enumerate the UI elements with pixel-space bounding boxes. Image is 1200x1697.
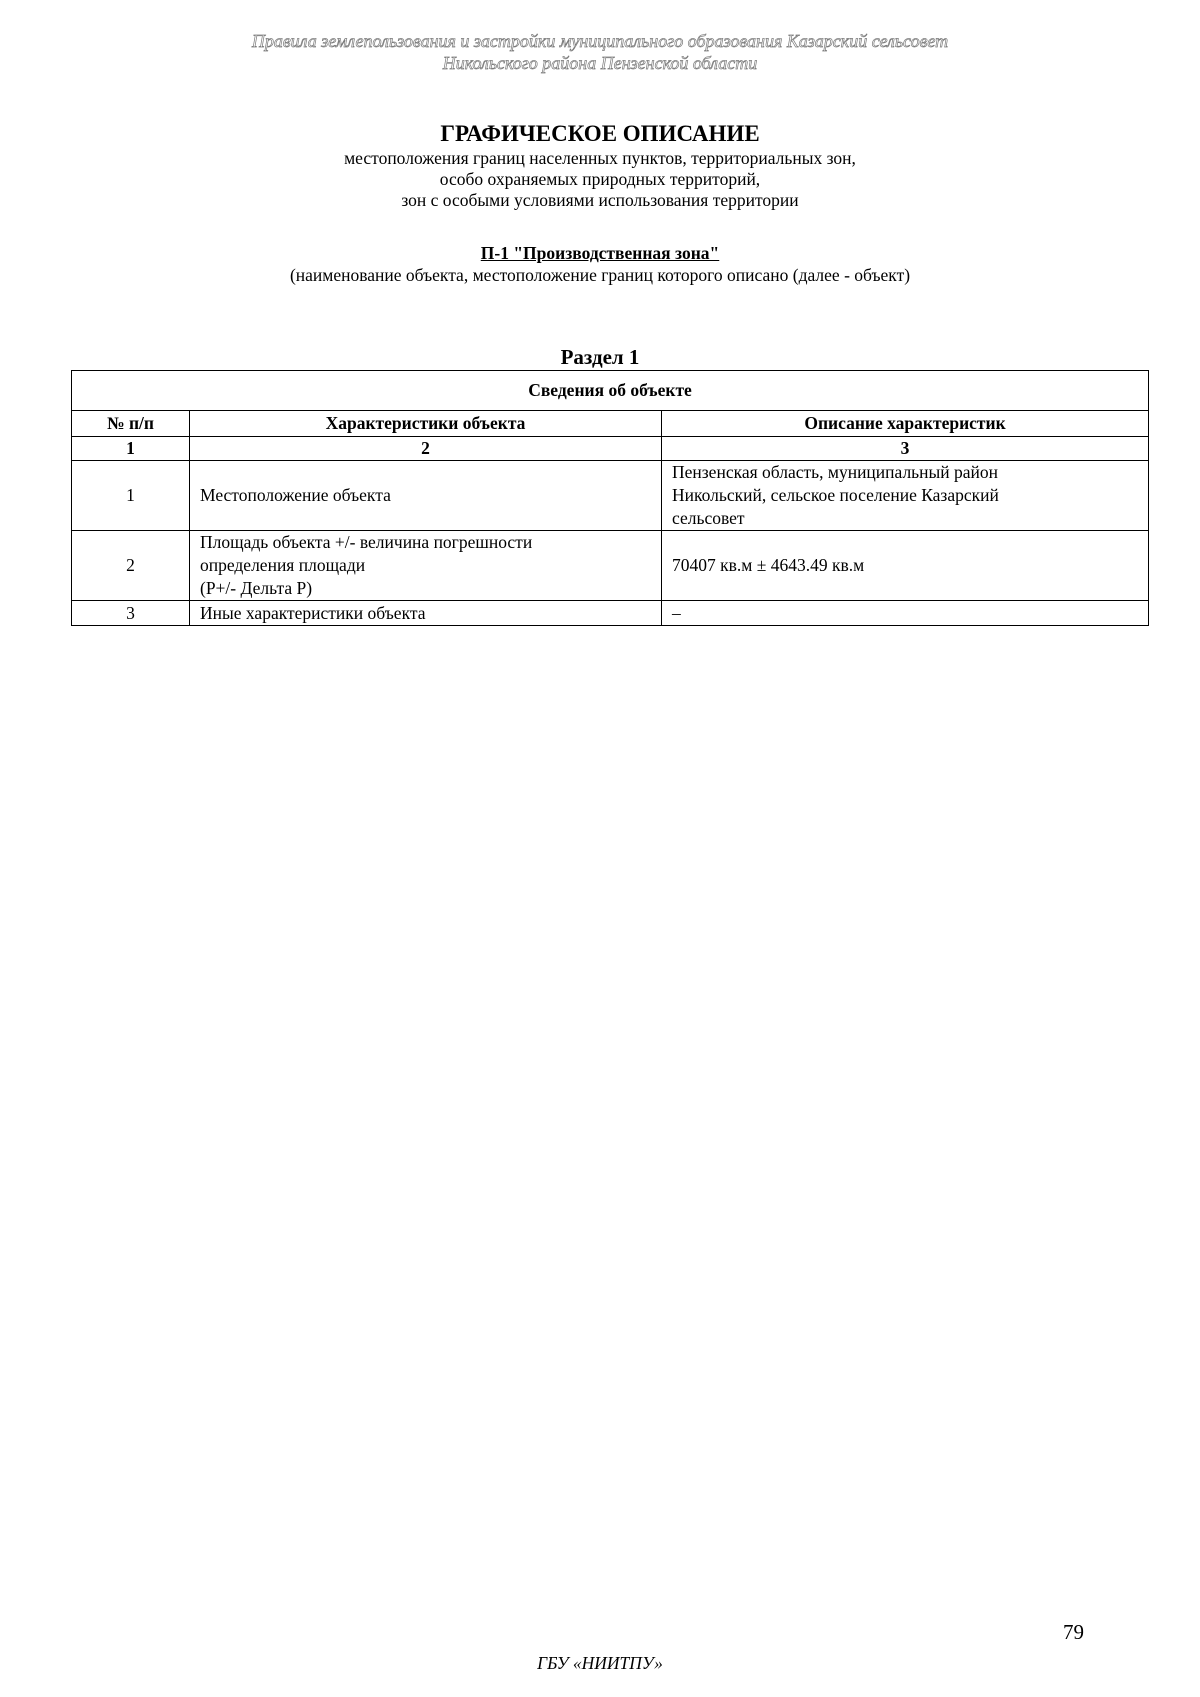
row-characteristic (190, 531, 662, 601)
header-description: Описание характеристик (662, 411, 1149, 437)
object-name: П-1 "Производственная зона" (480, 243, 720, 263)
column-number-1: 1 (72, 437, 190, 461)
document-title: ГРАФИЧЕСКОЕ ОПИСАНИЕ (440, 121, 760, 146)
section-title: Раздел 1 (560, 345, 640, 369)
page-number: 79 (1063, 1620, 1084, 1644)
table-row (72, 601, 1149, 626)
characteristic-line: Местоположение объекта (200, 485, 391, 505)
running-header-line-2: Никольского района Пензенской области (442, 53, 758, 73)
table-header-row (72, 411, 1149, 437)
header-characteristic: Характеристики объекта (190, 411, 662, 437)
column-number-2: 2 (190, 437, 662, 461)
column-number-3: 3 (662, 437, 1149, 461)
header-num: № п/п (72, 411, 190, 437)
description-line: 70407 кв.м ± 4643.49 кв.м (672, 555, 865, 575)
description-line: сельсовет (672, 508, 745, 528)
running-header-line-1: Правила землепользования и застройки муниципального образования Казарский сельсовет (251, 31, 949, 51)
description-line: Пензенская область, муниципальный район (672, 462, 999, 482)
document-subtitle-line-1: местоположения границ населенных пунктов, территориальных зон, (344, 148, 856, 168)
description-line: Никольский, сельское поселение Казарский (672, 485, 999, 505)
page-footer: ГБУ «НИИТПУ» (537, 1653, 663, 1673)
row-description (662, 601, 1149, 626)
object-name-caption: (наименование объекта, местоположение границ которого описано (далее - объект) (289, 265, 911, 285)
row-characteristic (190, 601, 662, 626)
running-header (0, 30, 1200, 74)
characteristic-line: определения площади (200, 555, 366, 575)
row-description (662, 461, 1149, 531)
row-characteristic (190, 461, 662, 531)
row-number: 3 (72, 601, 190, 626)
title-block (0, 120, 1200, 211)
table-row (72, 461, 1149, 531)
characteristic-line: (P+/- Дельта P) (200, 578, 313, 598)
document-subtitle-line-2: особо охраняемых природных территорий, (439, 169, 761, 189)
table-caption-row (72, 371, 1149, 411)
table-row (72, 531, 1149, 601)
object-info-table (71, 370, 1149, 626)
characteristic-line: Площадь объекта +/- величина погрешности (200, 532, 533, 552)
row-number: 2 (72, 531, 190, 601)
table-caption: Сведения об объекте (72, 371, 1149, 411)
row-description (662, 531, 1149, 601)
row-number: 1 (72, 461, 190, 531)
description-line: – (672, 602, 681, 623)
column-number-row (72, 437, 1149, 461)
characteristic-line: Иные характеристики объекта (200, 602, 426, 623)
document-subtitle-line-3: зон с особыми условиями использования территории (401, 190, 799, 210)
